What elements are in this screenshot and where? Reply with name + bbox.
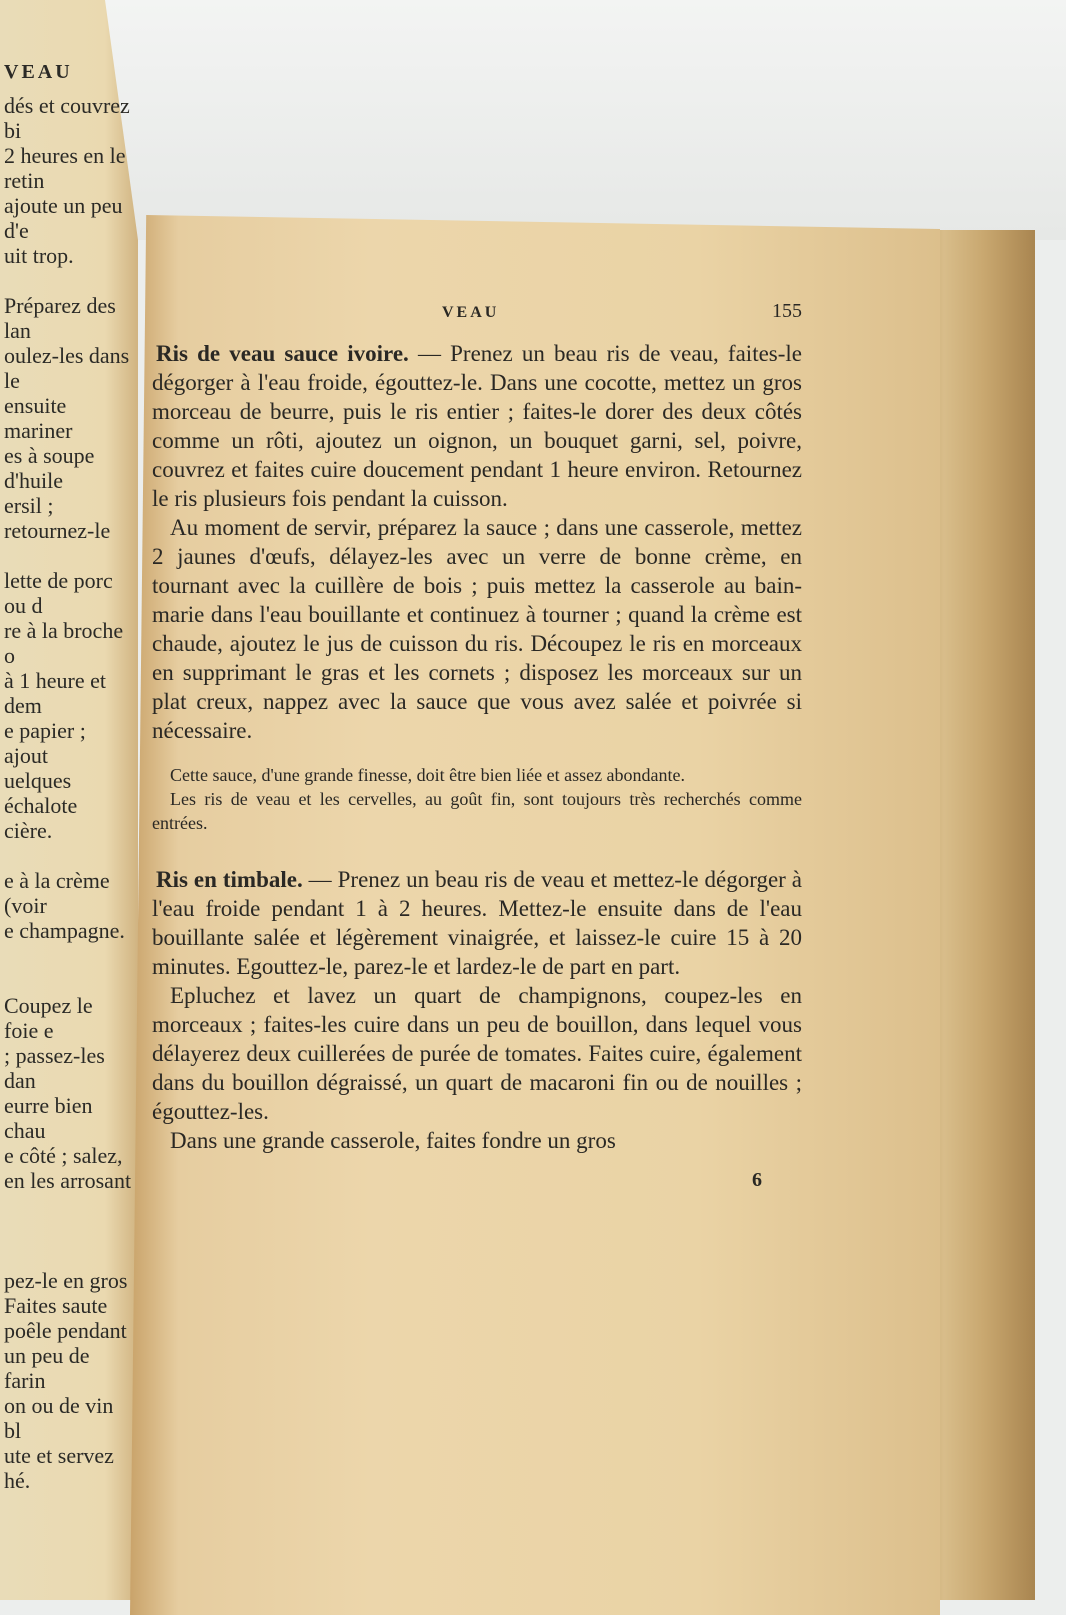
left-page-line — [4, 843, 132, 868]
recipe-paragraph: Epluchez et lavez un quart de champignons, coupez-les en morceaux ; faites-les cuire dans un peu de bouillon, dans lequel vous délayerez deux cuillerées de purée de tomates. Faites cuire, également dans du bouillon dégraissé, un quart de macaroni fin ou de nouilles ; égouttez-les. — [152, 983, 802, 1124]
page-header — [152, 300, 802, 323]
left-page-line: re à la broche o — [4, 618, 124, 668]
right-page-text — [152, 300, 802, 1192]
left-page-line: e côté ; salez, — [4, 1143, 123, 1168]
left-page-line: cière. — [4, 818, 53, 843]
left-page-line — [4, 1218, 132, 1243]
left-page-line: ; passez-les dan — [4, 1043, 105, 1093]
running-head: VEAU — [442, 304, 500, 321]
left-page-line — [4, 543, 132, 568]
left-page-line: oulez-les dans le — [4, 343, 130, 393]
left-page-line: uelques échalote — [4, 768, 78, 818]
left-running-head: VEAU — [4, 61, 73, 83]
left-page-line: eurre bien chau — [4, 1093, 93, 1143]
page-number: 155 — [772, 300, 802, 322]
left-page-text — [4, 60, 132, 1493]
notes — [152, 763, 802, 835]
left-page-line: lette de porc ou d — [4, 568, 113, 618]
recipe-paragraph — [152, 865, 802, 981]
left-page-line: on ou de vin bl — [4, 1393, 114, 1443]
left-page-line: 2 heures en le retin — [4, 143, 126, 193]
left-page-line — [4, 1243, 132, 1268]
left-page-line: Coupez le foie e — [4, 993, 93, 1043]
left-page-line: uit trop. — [4, 243, 74, 268]
signature-mark: 6 — [752, 1169, 762, 1191]
recipe-paragraph: Au moment de servir, préparez la sauce ; dans une casserole, mettez 2 jaunes d'œufs, délayez-les avec un verre de bonne crème, en tournant avec la cuillère de bois ; puis mettez la casserole au bain-marie dans l'eau bouillante et continuez à tourner ; quand la crème est chaude, ajoutez le jus de cuisson du ris. Découpez le ris en morceaux en supprimant le gras et les cornets ; disposez les morceaux sur un plat creux, nappez avec la sauce que vous avez salée et poivrée si nécessaire. — [152, 515, 802, 743]
note: Cette sauce, d'une grande finesse, doit être bien liée et assez abondante. — [170, 765, 686, 785]
recipe-paragraph: Dans une grande casserole, faites fondre un gros — [170, 1128, 616, 1153]
left-page-line: en les arrosant — [4, 1168, 132, 1193]
left-page-line: Faites saute — [4, 1293, 108, 1318]
left-page-line: ajoute un peu d'e — [4, 193, 123, 243]
recipe-paragraph — [152, 339, 802, 513]
left-page-line: ensuite mariner — [4, 393, 73, 443]
background — [0, 0, 1066, 240]
left-page-line: ute et servez — [4, 1443, 114, 1468]
paragraph-text: — Prenez un beau ris de veau et mettez-le dégorger à l'eau froide pendant 1 à 2 heures. Mettez-le ensuite dans de l'eau bouillante salée et légèrement vinaigrée, et laissez-le cuire 15 à 20 minutes. Egouttez-le, parez-le et lardez-le de part en part. — [152, 867, 802, 979]
left-page-line: e à la crème (voir — [4, 868, 110, 918]
recipe-title: Ris de veau sauce ivoire. — [156, 341, 409, 366]
left-page-line: ersil ; retournez-le — [4, 493, 111, 543]
left-page-line — [4, 968, 132, 993]
left-page-line: pez-le en gros — [4, 1268, 128, 1293]
left-page-line: Préparez des lan — [4, 293, 116, 343]
left-page-line: poêle pendant — [4, 1318, 127, 1343]
paragraph-text: — Prenez un beau ris de veau, faites-le dégorger à l'eau froide, égouttez-le. Dans une cocotte, mettez un gros morceau de beurre, puis le ris entier ; faites-le dorer des deux côtés comme un rôti, ajoutez un oignon, un bouquet garni, sel, poivre, couvrez et faites cuire doucement pendant 1 heure environ. Retournez le ris plusieurs fois pendant la cuisson. — [152, 341, 802, 511]
left-page-line: es à soupe d'huile — [4, 443, 95, 493]
left-page-line — [4, 943, 132, 968]
note: Les ris de veau et les cervelles, au goût fin, sont toujours très recherchés comme entrées. — [152, 789, 802, 833]
recipe-title: Ris en timbale. — [156, 867, 303, 892]
left-page-line: un peu de farin — [4, 1343, 90, 1393]
left-page-line: à 1 heure et dem — [4, 668, 106, 718]
left-page-line — [4, 1193, 132, 1218]
left-page-line: e champagne. — [4, 918, 125, 943]
left-page-line — [4, 268, 132, 293]
left-page-line: hé. — [4, 1468, 31, 1493]
left-page-line: dés et couvrez bi — [4, 93, 130, 143]
left-page-line: e papier ; ajout — [4, 718, 86, 768]
